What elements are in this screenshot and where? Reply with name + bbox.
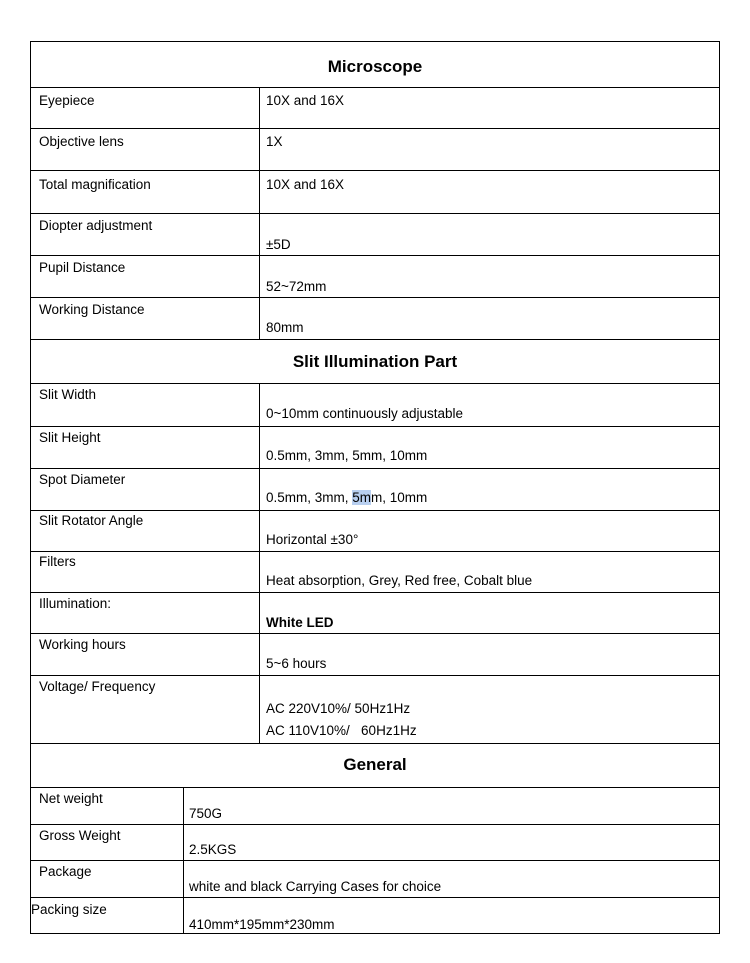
- value-diopter-adjustment: ±5D: [266, 237, 291, 252]
- label-package: Package: [39, 864, 92, 879]
- row-divider: [31, 897, 719, 898]
- value-total-magnification: 10X and 16X: [266, 177, 345, 192]
- text-selection-highlight: 5m: [352, 490, 372, 505]
- section-header-general: General: [343, 755, 407, 774]
- value-spot-diameter-part: 0.5mm, 3mm,: [266, 490, 353, 505]
- column-divider: [183, 787, 184, 934]
- row-divider: [31, 787, 719, 788]
- label-illumination: Illumination:: [39, 596, 112, 611]
- label-diopter-adjustment: Diopter adjustment: [39, 218, 153, 233]
- value-net-weight: 750G: [189, 806, 223, 821]
- value-gross-weight: 2.5KGS: [189, 842, 237, 857]
- column-divider: [259, 383, 260, 743]
- label-slit-width: Slit Width: [39, 387, 97, 402]
- value-working-hours: 5~6 hours: [266, 656, 327, 671]
- row-divider: [31, 170, 719, 171]
- row-divider: [31, 824, 719, 825]
- label-gross-weight: Gross Weight: [39, 828, 121, 843]
- value-spot-diameter: [266, 490, 427, 505]
- value-illumination: White LED: [266, 615, 334, 630]
- value-filters: Heat absorption, Grey, Red free, Cobalt blue: [266, 573, 533, 588]
- row-divider: [31, 87, 719, 88]
- label-packing-size: Packing size: [31, 902, 107, 917]
- value-working-distance: 80mm: [266, 320, 304, 335]
- row-divider: [31, 255, 719, 256]
- value-voltage-line1: AC 220V10%/ 50Hz1Hz: [266, 701, 411, 716]
- label-slit-rotator-angle: Slit Rotator Angle: [39, 513, 144, 528]
- row-divider: [31, 675, 719, 676]
- row-divider: [31, 128, 719, 129]
- spec-table: [30, 41, 720, 934]
- value-pupil-distance: 52~72mm: [266, 279, 327, 294]
- row-divider: [31, 860, 719, 861]
- row-divider: [31, 510, 719, 511]
- label-spot-diameter: Spot Diameter: [39, 472, 126, 487]
- row-divider: [31, 426, 719, 427]
- row-divider: [31, 297, 719, 298]
- row-divider: [31, 468, 719, 469]
- value-packing-size: 410mm*195mm*230mm: [189, 917, 335, 932]
- value-spot-diameter-part: m, 10mm: [371, 490, 428, 505]
- value-slit-width: 0~10mm continuously adjustable: [266, 406, 463, 421]
- label-net-weight: Net weight: [39, 791, 103, 806]
- row-divider: [31, 743, 719, 744]
- label-working-distance: Working Distance: [39, 302, 145, 317]
- value-objective-lens: 1X: [266, 134, 283, 149]
- value-slit-height: 0.5mm, 3mm, 5mm, 10mm: [266, 448, 428, 463]
- section-header-microscope: Microscope: [327, 57, 423, 76]
- value-slit-rotator-angle: Horizontal ±30°: [266, 532, 359, 547]
- label-slit-height: Slit Height: [39, 430, 101, 445]
- label-working-hours: Working hours: [39, 637, 126, 652]
- row-divider: [31, 339, 719, 340]
- label-objective-lens: Objective lens: [39, 134, 124, 149]
- label-total-magnification: Total magnification: [39, 177, 151, 192]
- label-pupil-distance: Pupil Distance: [39, 260, 126, 275]
- label-voltage-frequency: Voltage/ Frequency: [39, 679, 156, 694]
- row-divider: [31, 633, 719, 634]
- row-divider: [31, 551, 719, 552]
- row-divider: [31, 213, 719, 214]
- column-divider: [259, 87, 260, 339]
- row-divider: [31, 592, 719, 593]
- value-voltage-line2: AC 110V10%/ 60Hz1Hz: [266, 723, 417, 738]
- value-package: white and black Carrying Cases for choice: [189, 879, 442, 894]
- value-eyepiece: 10X and 16X: [266, 93, 345, 108]
- section-header-slit-illumination: Slit Illumination Part: [292, 352, 458, 371]
- label-filters: Filters: [39, 554, 76, 569]
- row-divider: [31, 383, 719, 384]
- label-eyepiece: Eyepiece: [39, 93, 95, 108]
